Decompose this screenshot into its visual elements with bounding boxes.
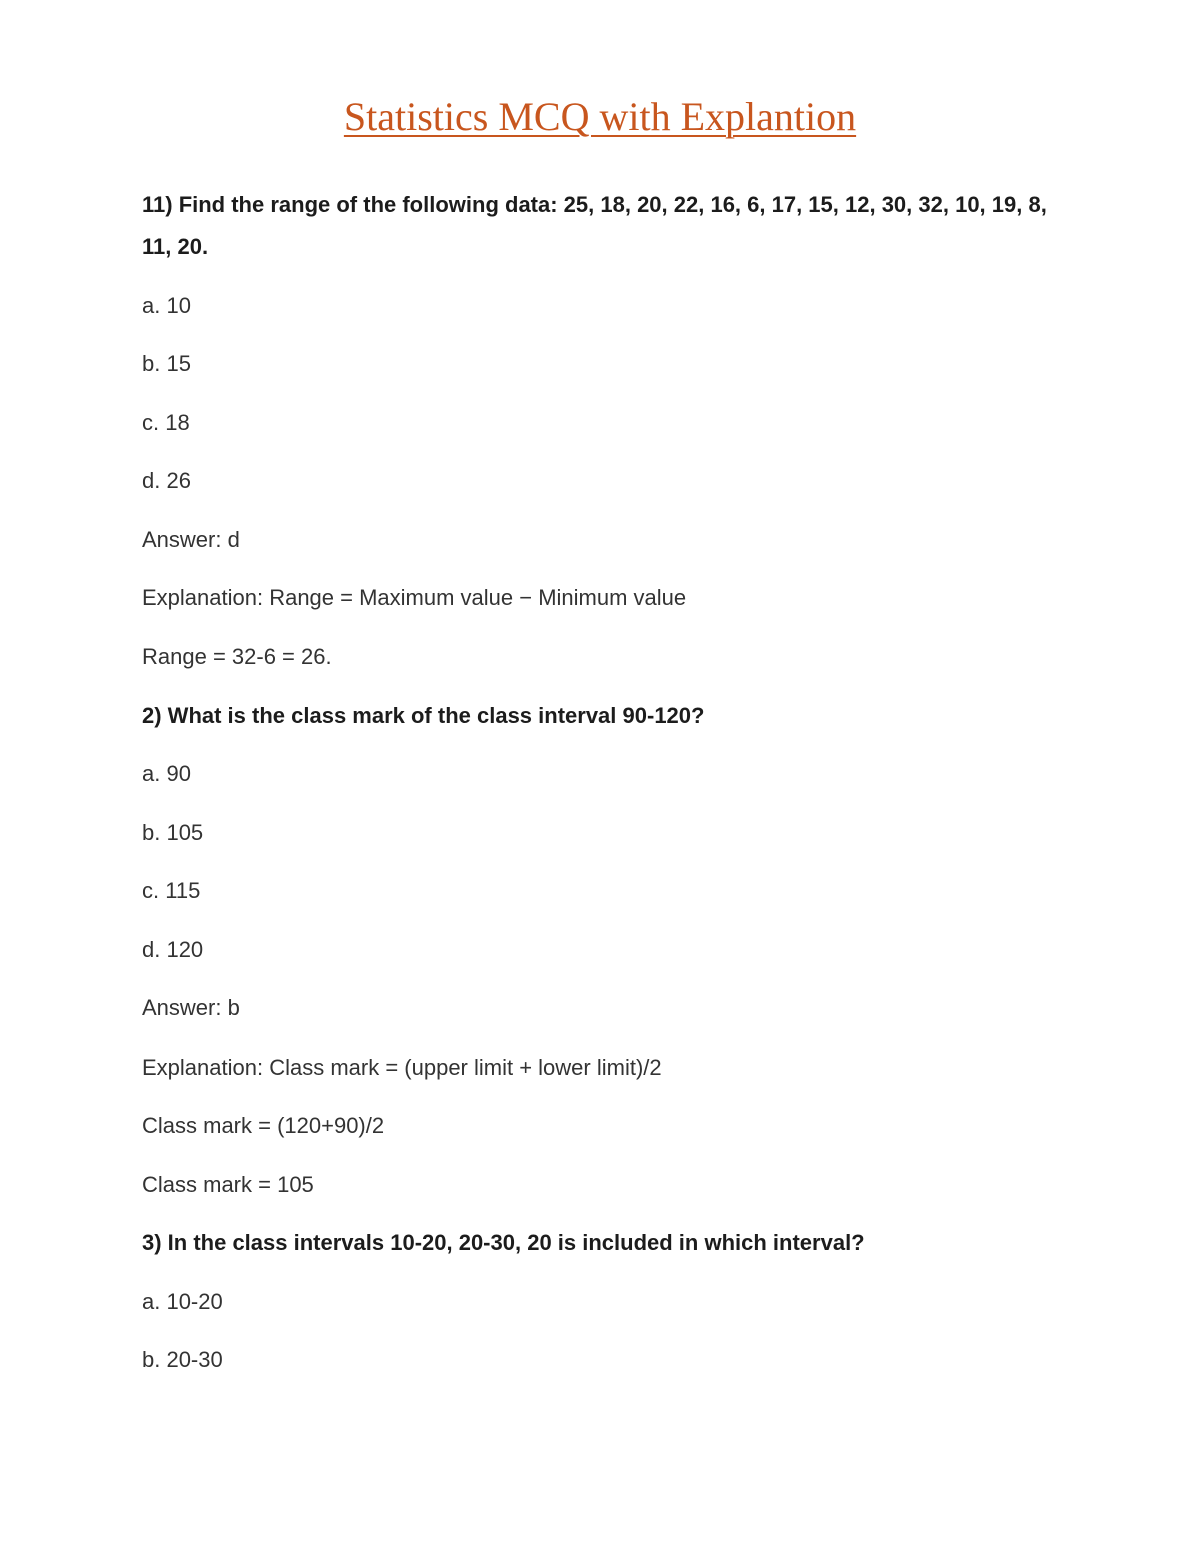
- question-2-option-b: b. 105: [142, 820, 204, 845]
- question-2-explanation-line-2: Class mark = (120+90)/2: [142, 1113, 385, 1138]
- question-1-explanation-line-2: Range = 32-6 = 26.: [142, 644, 332, 669]
- question-2-option-a: a. 90: [142, 761, 191, 786]
- question-1-answer: Answer: d: [142, 527, 240, 552]
- question-1-option-a: a. 10: [142, 293, 191, 318]
- question-2-answer: Answer: b: [142, 995, 240, 1020]
- question-3-option-b: b. 20-30: [142, 1347, 223, 1372]
- question-2-text: 2) What is the class mark of the class interval 90-120?: [142, 703, 705, 728]
- question-1-option-d: d. 26: [142, 468, 191, 493]
- question-1-option-c: c. 18: [142, 410, 190, 435]
- question-2-option-c: c. 115: [142, 878, 201, 903]
- question-3-text: 3) In the class intervals 10-20, 20-30, 20 is included in which interval?: [142, 1230, 865, 1255]
- question-2-option-d: d. 120: [142, 937, 204, 962]
- document-title: Statistics MCQ with Explantion: [343, 94, 857, 139]
- question-2-explanation-line-3: Class mark = 105: [142, 1172, 314, 1197]
- question-2-explanation-line-1: Explanation: Class mark = (upper limit + lower limit)/2: [142, 1055, 662, 1080]
- question-1-option-b: b. 15: [142, 351, 191, 376]
- question-3-option-a: a. 10-20: [142, 1289, 223, 1314]
- question-1-explanation-line-1: Explanation: Range = Maximum value − Minimum value: [142, 585, 687, 610]
- question-1-text: 11) Find the range of the following data: 25, 18, 20, 22, 16, 6, 17, 15, 12, 30, 32, 10, 19, 8, 11, 20.: [142, 192, 1047, 259]
